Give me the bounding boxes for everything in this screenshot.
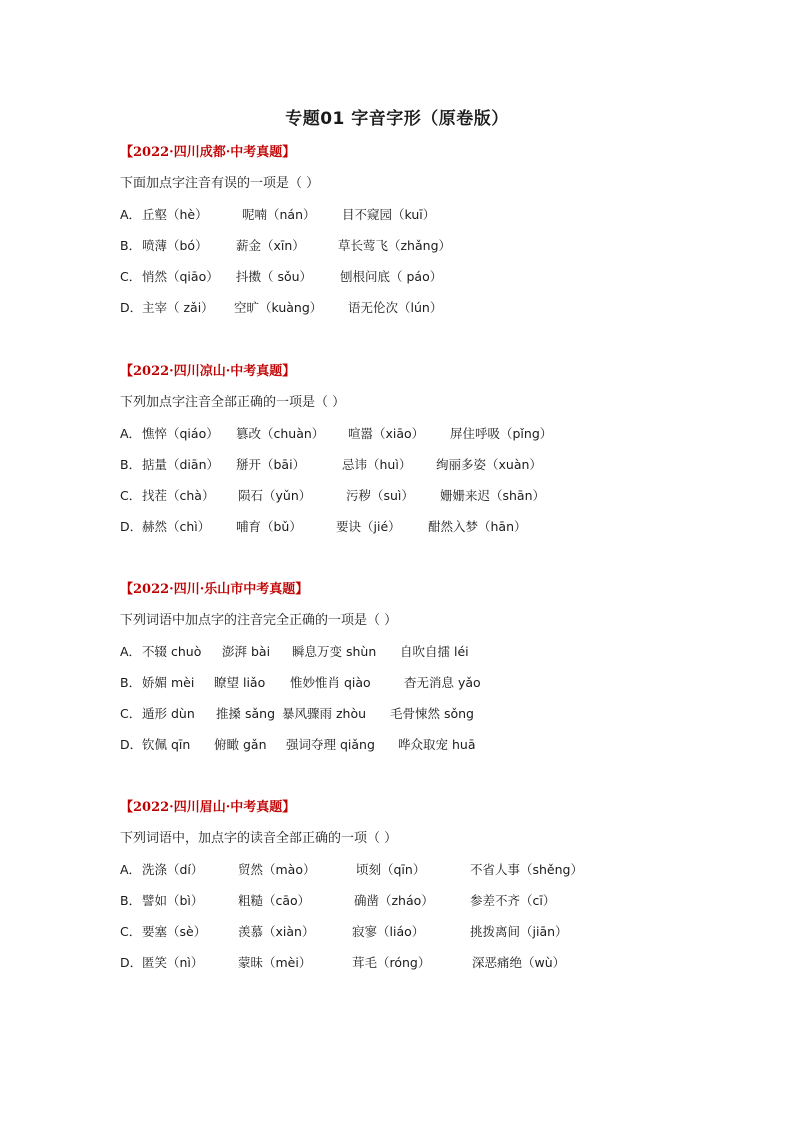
option-a xyxy=(120,641,740,663)
question-text: 下列词语中加点字的注音完全正确的一项是（ ） xyxy=(120,613,398,628)
option-item: 刨根问底（ páo） xyxy=(340,269,443,284)
option-letter: D． xyxy=(120,300,143,315)
section-header: 【2022·四川眉山·中考真题】 xyxy=(120,800,296,815)
option-item: 遁形 dùn xyxy=(142,706,195,721)
option-b xyxy=(120,454,740,476)
option-item: 不辍 chuò xyxy=(142,644,202,659)
page-title: 专题01 字音字形（原卷版） xyxy=(285,109,509,129)
option-item: 深恶痛绝（wù） xyxy=(472,955,566,970)
option-item: 茸毛（róng） xyxy=(352,955,431,970)
question-block-4 xyxy=(120,797,740,974)
option-item: 悄然（qiāo） xyxy=(142,269,219,284)
option-item: 找茬（chà） xyxy=(142,488,215,503)
option-item: 语无伦次（lún） xyxy=(348,300,443,315)
option-item: 暴风骤雨 zhòu xyxy=(282,706,367,721)
option-item: 参差不齐（cī） xyxy=(470,893,556,908)
option-item: 推搡 sǎng xyxy=(216,706,276,721)
option-c xyxy=(120,266,740,288)
option-item: 贸然（mào） xyxy=(238,862,316,877)
option-item: 喧嚣（xiāo） xyxy=(348,426,425,441)
option-letter: B． xyxy=(120,238,142,253)
option-c xyxy=(120,485,740,507)
option-item: 赫然（chì） xyxy=(142,519,211,534)
option-b xyxy=(120,890,740,912)
option-item: 俯瞰 gǎn xyxy=(214,737,267,752)
option-item: 惟妙惟肖 qiào xyxy=(290,675,371,690)
option-letter: B． xyxy=(120,457,142,472)
option-item: 澎湃 bài xyxy=(222,644,271,659)
option-item: 譬如（bì） xyxy=(142,893,204,908)
option-item: 呢喃（nán） xyxy=(242,207,316,222)
option-b xyxy=(120,235,740,257)
option-item: 目不窥园（kuī） xyxy=(342,207,436,222)
question-text: 下列加点字注音全部正确的一项是（ ） xyxy=(120,395,346,410)
option-item: 寂寥（liáo） xyxy=(352,924,425,939)
option-letter: C． xyxy=(120,924,142,939)
option-item: 自吹自擂 léi xyxy=(400,644,469,659)
option-item: 杳无消息 yǎo xyxy=(404,675,481,690)
option-item: 强词夺理 qiǎng xyxy=(286,737,375,752)
option-item: 娇媚 mèi xyxy=(142,675,195,690)
option-c xyxy=(120,921,740,943)
question-block-2 xyxy=(120,361,740,538)
option-letter: D． xyxy=(120,955,143,970)
option-letter: A． xyxy=(120,426,142,441)
option-d xyxy=(120,516,740,538)
option-letter: C． xyxy=(120,488,142,503)
option-a xyxy=(120,204,740,226)
section-header: 【2022·四川成都·中考真题】 xyxy=(120,145,296,160)
option-item: 瞭望 liǎo xyxy=(214,675,266,690)
option-item: 瞬息万变 shùn xyxy=(292,644,377,659)
option-item: 主宰（ zǎi） xyxy=(142,300,214,315)
option-item: 陨石（yǔn） xyxy=(238,488,312,503)
section-header: 【2022·四川凉山·中考真题】 xyxy=(120,364,296,379)
option-letter: C． xyxy=(120,269,142,284)
option-item: 洗涤（dí） xyxy=(142,862,204,877)
option-item: 哗众取宠 huā xyxy=(398,737,476,752)
option-item: 空旷（kuàng） xyxy=(234,300,323,315)
option-item: 屏住呼吸（pǐng） xyxy=(450,426,553,441)
question-text: 下面加点字注音有误的一项是（ ） xyxy=(120,176,320,191)
question-block-1 xyxy=(120,142,740,319)
option-item: 草长莺飞（zhǎng） xyxy=(338,238,452,253)
option-item: 酣然入梦（hān） xyxy=(428,519,527,534)
option-letter: A． xyxy=(120,862,142,877)
option-item: 毛骨悚然 sǒng xyxy=(390,706,474,721)
option-item: 掂量（diān） xyxy=(142,457,219,472)
option-item: 薪金（xīn） xyxy=(236,238,305,253)
option-letter: C． xyxy=(120,706,142,721)
option-item: 顷刻（qīn） xyxy=(356,862,426,877)
option-letter: D． xyxy=(120,519,143,534)
option-item: 匿笑（nì） xyxy=(142,955,204,970)
option-item: 污秽（suì） xyxy=(346,488,414,503)
option-item: 掰开（bāi） xyxy=(236,457,306,472)
option-d xyxy=(120,952,740,974)
option-item: 钦佩 qīn xyxy=(142,737,191,752)
option-item: 丘壑（hè） xyxy=(142,207,208,222)
option-a xyxy=(120,423,740,445)
option-item: 挑拨离间（jiān） xyxy=(470,924,568,939)
option-d xyxy=(120,297,740,319)
option-letter: B． xyxy=(120,675,142,690)
option-letter: D． xyxy=(120,737,143,752)
option-letter: A． xyxy=(120,644,142,659)
question-block-3 xyxy=(120,579,740,756)
option-item: 姗姗来迟（shān） xyxy=(440,488,546,503)
option-item: 篡改（chuàn） xyxy=(236,426,325,441)
option-item: 要诀（jié） xyxy=(336,519,401,534)
option-item: 蒙昧（mèi） xyxy=(238,955,312,970)
option-item: 忌讳（huì） xyxy=(342,457,412,472)
question-text: 下列词语中，加点字的读音全部正确的一项（ ） xyxy=(120,831,398,846)
option-a xyxy=(120,859,740,881)
option-item: 抖擞（ sǒu） xyxy=(236,269,313,284)
section-header: 【2022·四川·乐山市中考真题】 xyxy=(120,582,309,597)
option-item: 不省人事（shěng） xyxy=(470,862,583,877)
option-letter: A． xyxy=(120,207,142,222)
option-item: 憔悴（qiáo） xyxy=(142,426,219,441)
option-d xyxy=(120,734,740,756)
option-item: 羡慕（xiàn） xyxy=(238,924,315,939)
option-item: 绚丽多姿（xuàn） xyxy=(436,457,542,472)
option-b xyxy=(120,672,740,694)
option-c xyxy=(120,703,740,725)
option-letter: B． xyxy=(120,893,142,908)
option-item: 确凿（zháo） xyxy=(354,893,434,908)
option-item: 哺育（bǔ） xyxy=(236,519,302,534)
option-item: 要塞（sè） xyxy=(142,924,207,939)
option-item: 粗糙（cāo） xyxy=(238,893,311,908)
option-item: 喷薄（bó） xyxy=(142,238,208,253)
